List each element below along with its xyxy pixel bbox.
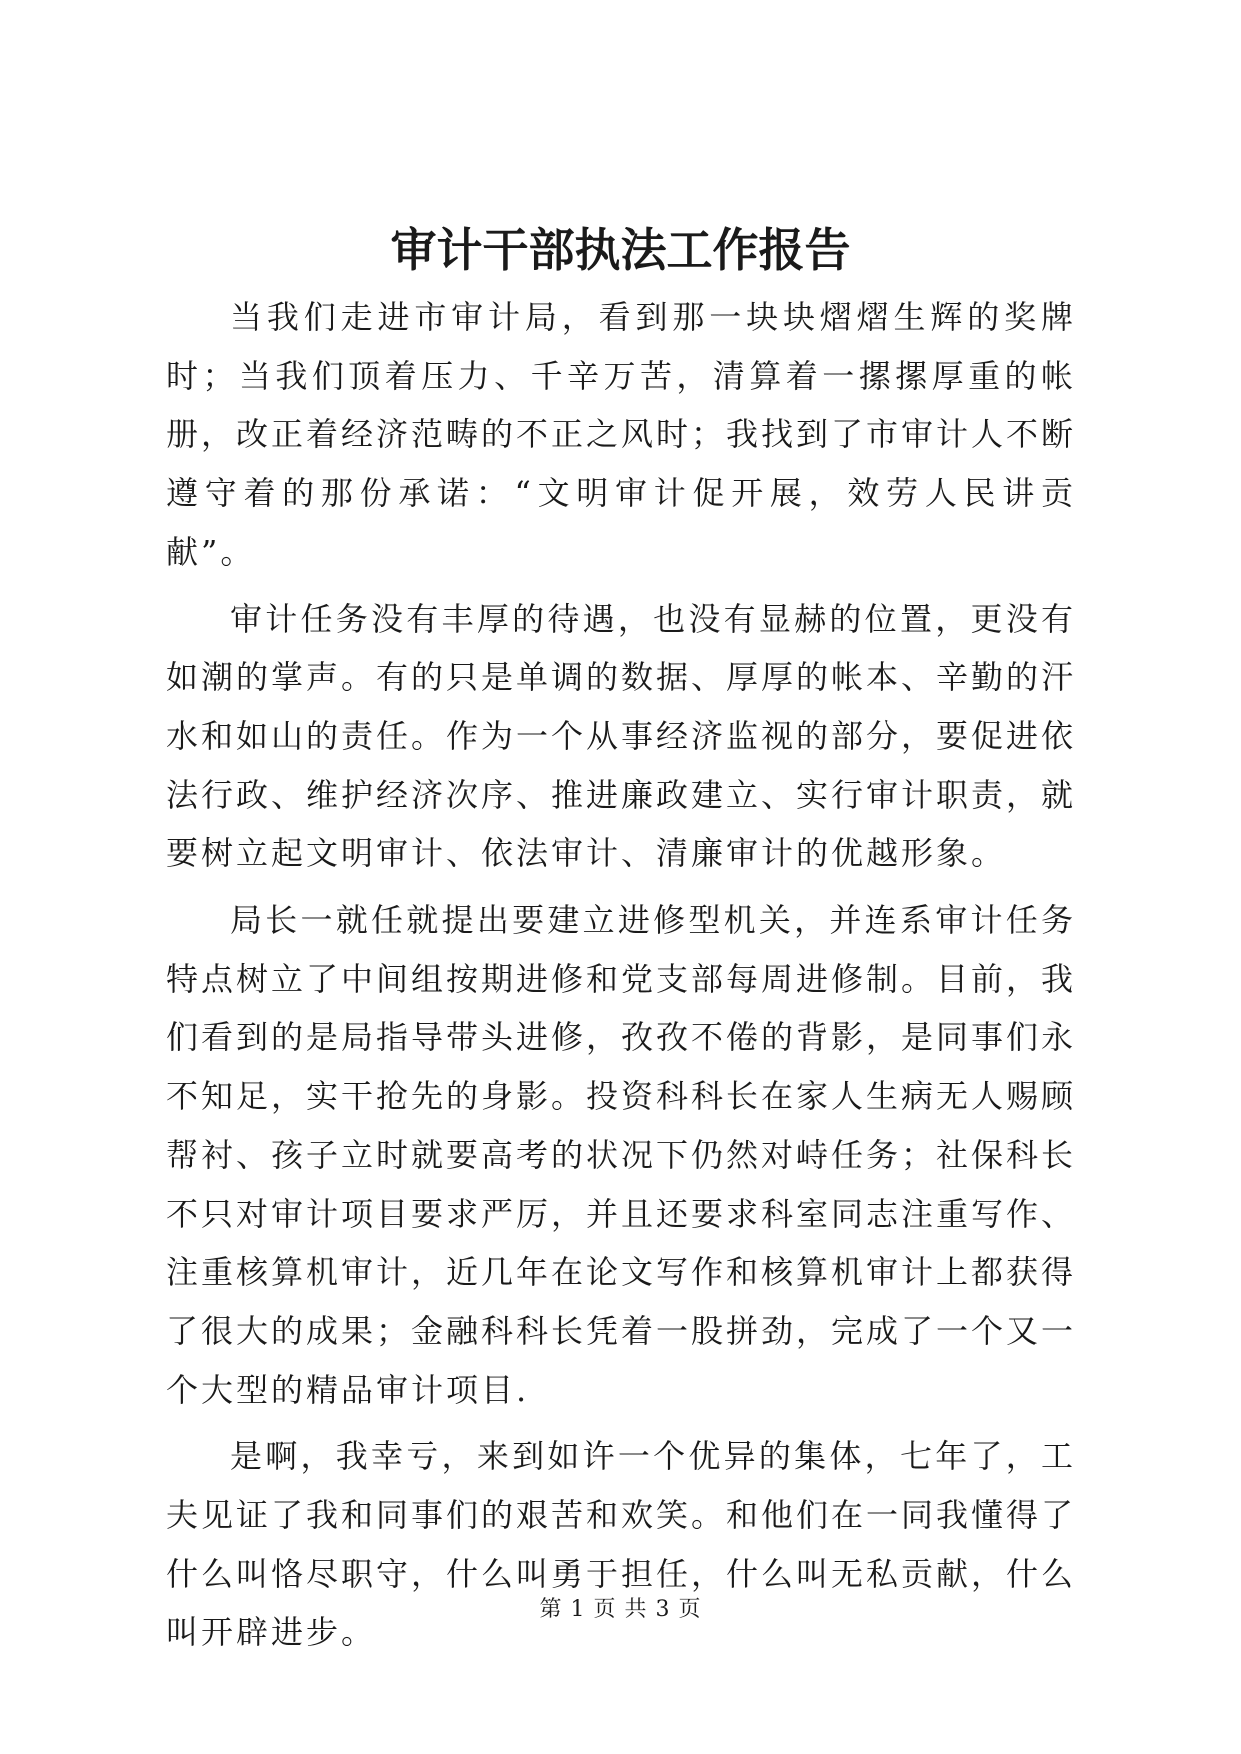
page-number-footer: 第 1 页 共 3 页 — [539, 1597, 702, 1622]
document-body — [166, 288, 1076, 1662]
document-title: 审计干部执法工作报告 — [390, 223, 851, 277]
paragraph-3: 局长一就任就提出要建立进修型机关，并连系审计任务特点树立了中间组按期进修和党支部每周进修制。目前，我们看到的是局指导带头进修，孜孜不倦的背影，是同事们永不知足，实干抢先的身影。投资科科长在家人生病无人赐顾帮衬、孩子立时就要高考的状况下仍然对峙任务；社保科长不只对审计项目要求严厉，并且还要求科室同志注重写作、注重核算机审计，近几年在论文写作和核算机审计上都获得了很大的成果；金融科科长凭着一股拼劲，完成了一个又一个大型的精品审计项目. — [166, 901, 1077, 1409]
paragraph-1: 当我们走进市审计局，看到那一块块熠熠生辉的奖牌时；当我们顶着压力、千辛万苦，清算着一摞摞厚重的帐册，改正着经济范畴的不正之风时；我找到了市审计人不断遵守着的那份承诺：“文明审计促开展，效劳人民讲贡献”。 — [166, 298, 1077, 571]
paragraph-2: 审计任务没有丰厚的待遇，也没有显赫的位置，更没有如潮的掌声。有的只是单调的数据、厚厚的帐本、辛勤的汗水和如山的责任。作为一个从事经济监视的部分，要促进依法行政、维护经济次序、推进廉政建立、实行审计职责，就要树立起文明审计、依法审计、清廉审计的优越形象。 — [166, 599, 1077, 873]
paragraph-4: 是啊，我幸亏，来到如许一个优异的集体，七年了，工夫见证了我和同事们的艰苦和欢笑。和他们在一同我懂得了什么叫恪尽职守，什么叫勇于担任，什么叫无私贡献，什么叫开辟进步。 — [166, 1437, 1077, 1652]
